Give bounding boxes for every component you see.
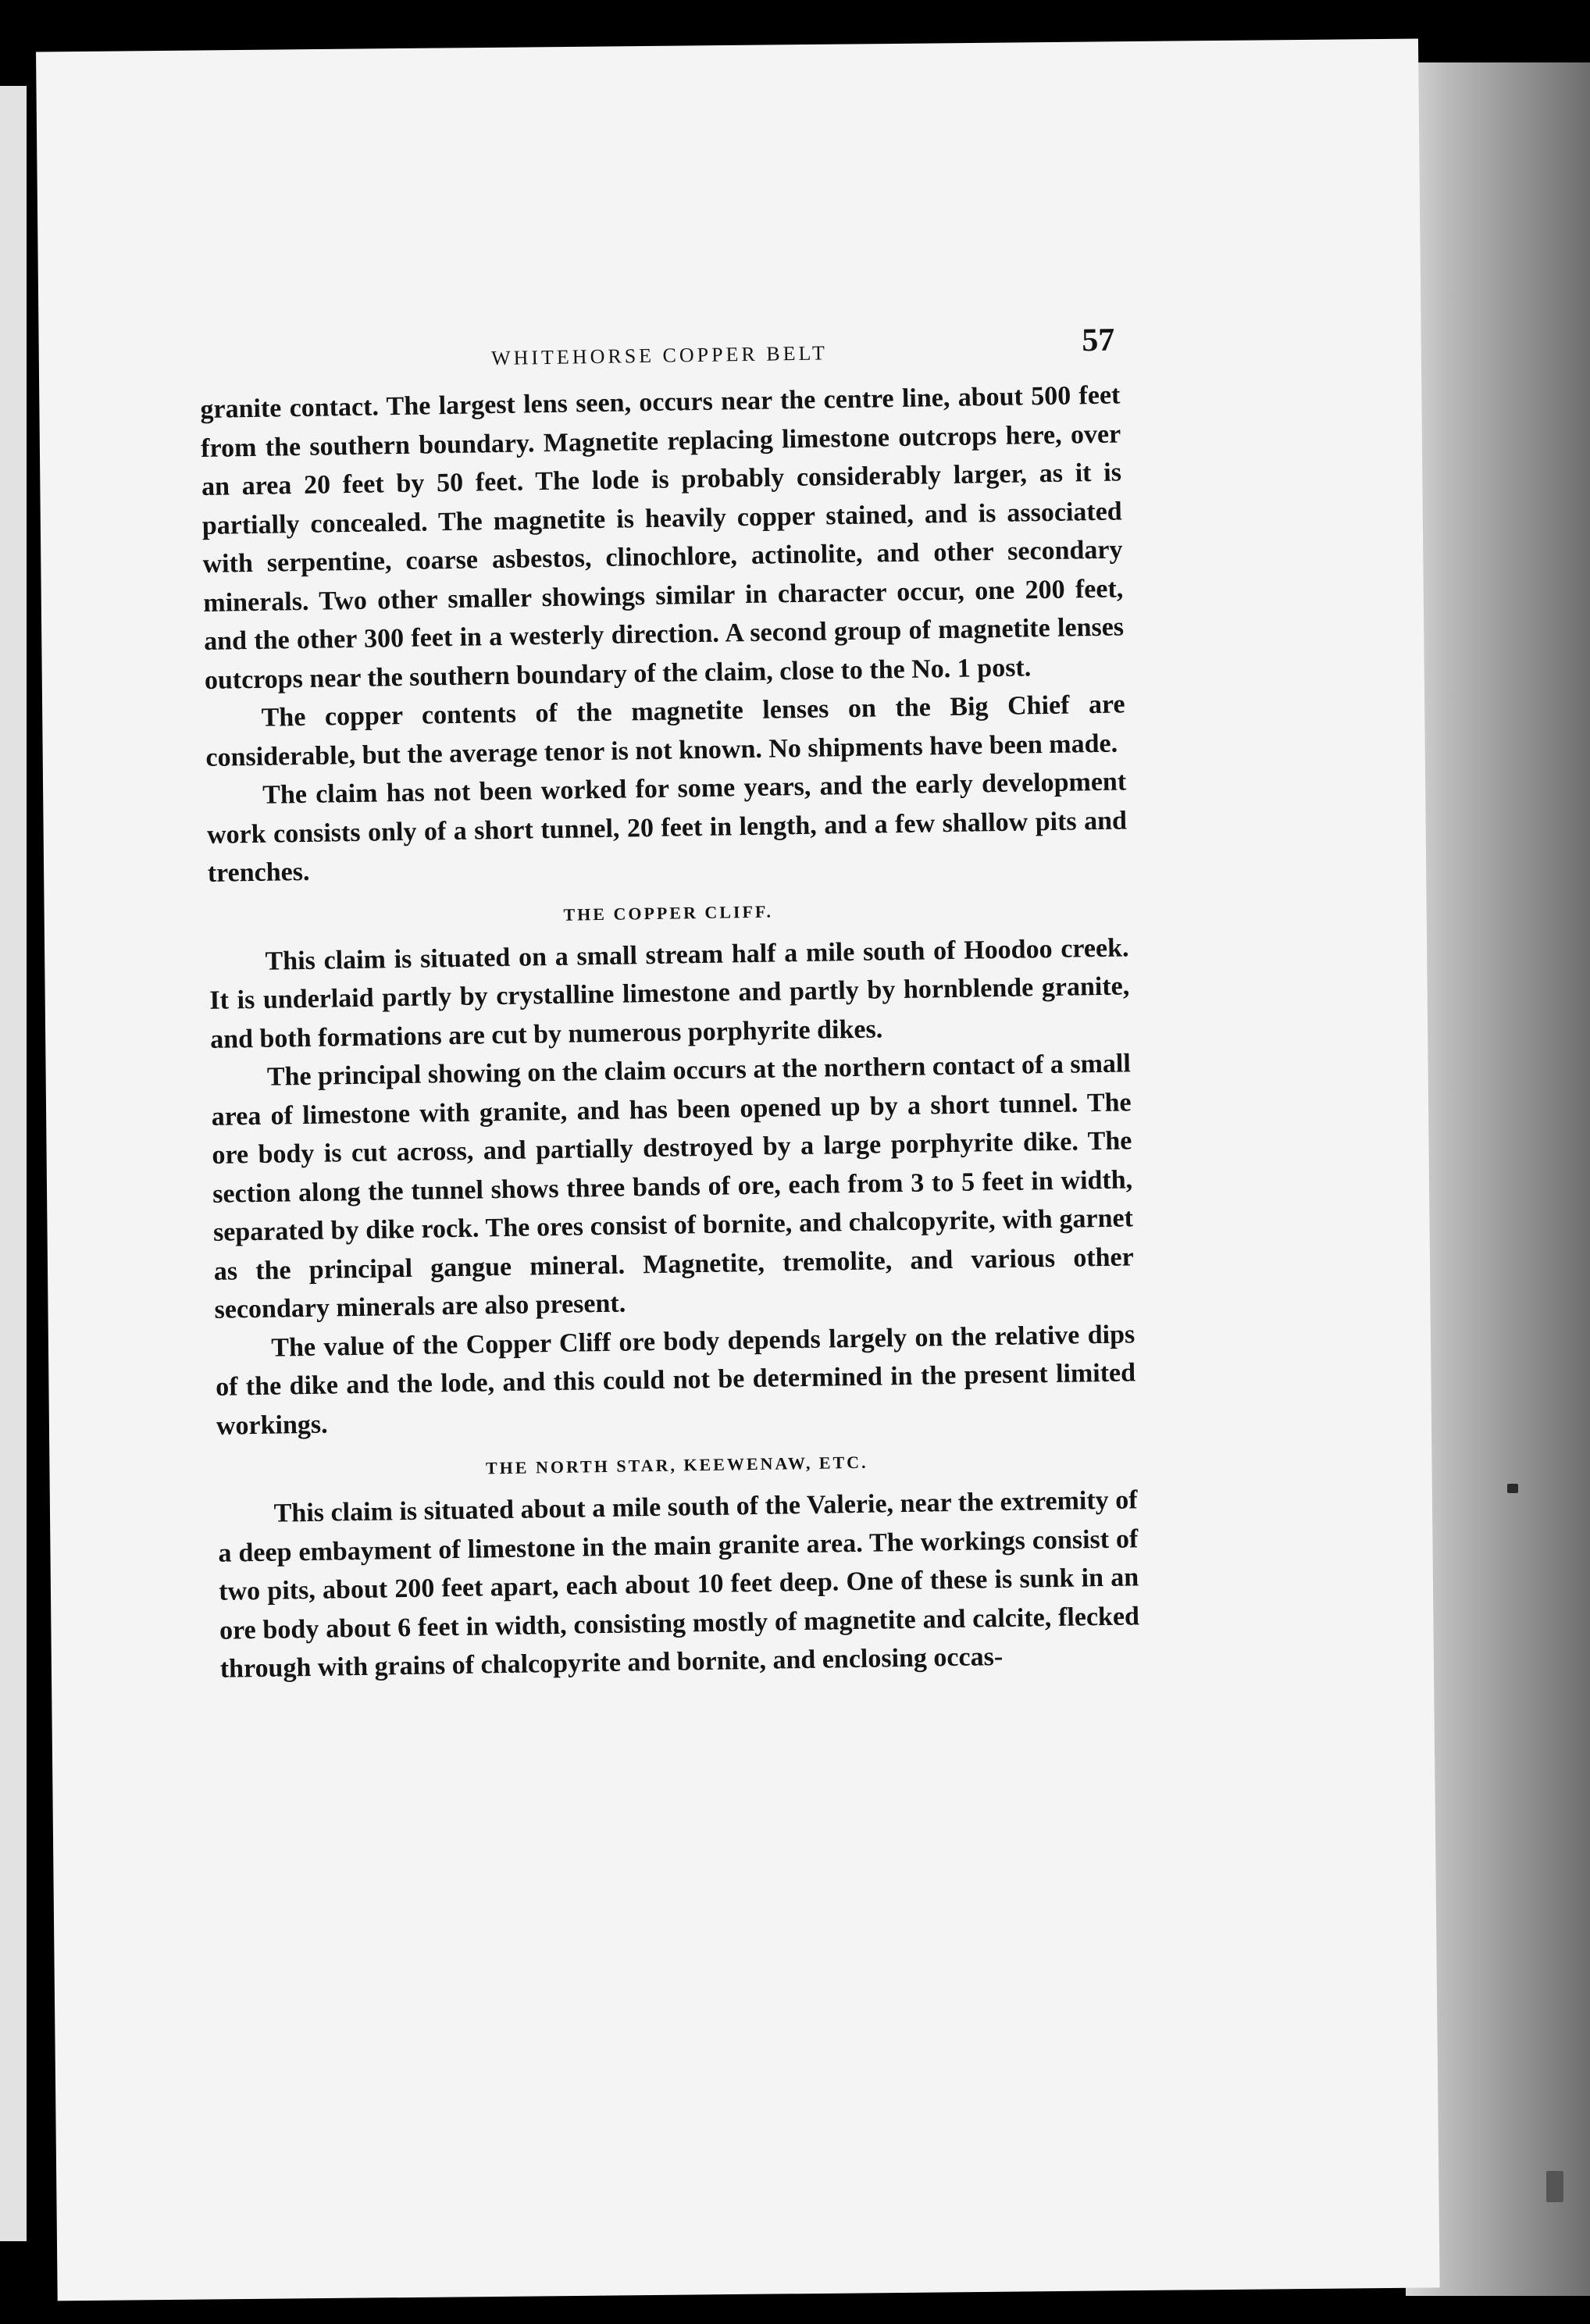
section-heading: THE COPPER CLIFF. xyxy=(563,901,774,925)
paragraph: This claim is situated on a small stream half a mile south of Hoodoo creek. It is underlaid partly by crystalline limestone and partly by hornblende granite, and both formations are cut by numerous porphyrite dikes. xyxy=(209,932,1130,1054)
edge-speck xyxy=(1546,2171,1563,2202)
adjacent-page-edge xyxy=(0,86,27,2241)
paragraph: This claim is situated about a mile south of the Valerie, near the extremity of a deep embayment of limestone in the main granite area. The workings consist of two pits, about 200 feet apart, each about 10 feet deep. One of these is sunk in an ore body about 6 feet in width, consisting mostly of magnetite and calcite, flecked through with grains of chalcopyrite and bornite, and enclosing occas- xyxy=(218,1485,1140,1684)
paragraph: The claim has not been worked for some years, and the early development work consists only of a short tunnel, 20 feet in length, and a few shallow pits and trenches. xyxy=(206,767,1128,888)
section-heading: THE NORTH STAR, KEEWENAW, ETC. xyxy=(485,1452,868,1478)
paragraph: The value of the Copper Cliff ore body depends largely on the relative dips of the dike and the lode, and this could not be determined in the present limited workings. xyxy=(215,1319,1136,1441)
page-number: 57 xyxy=(1081,322,1115,359)
running-title: WHITEHORSE COPPER BELT xyxy=(490,341,829,370)
paragraph: granite contact. The largest lens seen, occurs near the centre line, about 500 feet from the southern boundary. Magnetite replacing limestone outcrops here, over an area 20 feet by 50 feet. The lode is probably considerably larger, as it is partially concealed. The magnetite is heavily copper stained, and is associated with serpentine, coarse asbestos, clinochlore, actinolite, and other secondary minerals. Two other smaller showings similar in character occur, one 200 feet, and the other 300 feet in a westerly direction. A second group of magnetite lenses outcrops near the southern boundary of the claim, close to the No. 1 post. xyxy=(200,380,1125,695)
page-text xyxy=(199,321,1140,1688)
paragraph: The principal showing on the claim occurs at the northern contact of a small area of limestone with granite, and has been opened up by a short tunnel. The ore body is cut across, and partially destroyed by a large porphyrite dike. The section along the tunnel shows three bands of ore, each from 3 to 5 feet in width, separated by dike rock. The ores consist of bornite, and chalcopyrite, with garnet as the principal gangue mineral. Magnetite, tremolite, and various other secondary minerals are also present. xyxy=(211,1049,1134,1324)
paragraph: The copper contents of the magnetite lenses on the Big Chief are considerable, but the average tenor is not known. No shipments have been made. xyxy=(205,690,1125,772)
edge-speck xyxy=(1507,1484,1518,1493)
